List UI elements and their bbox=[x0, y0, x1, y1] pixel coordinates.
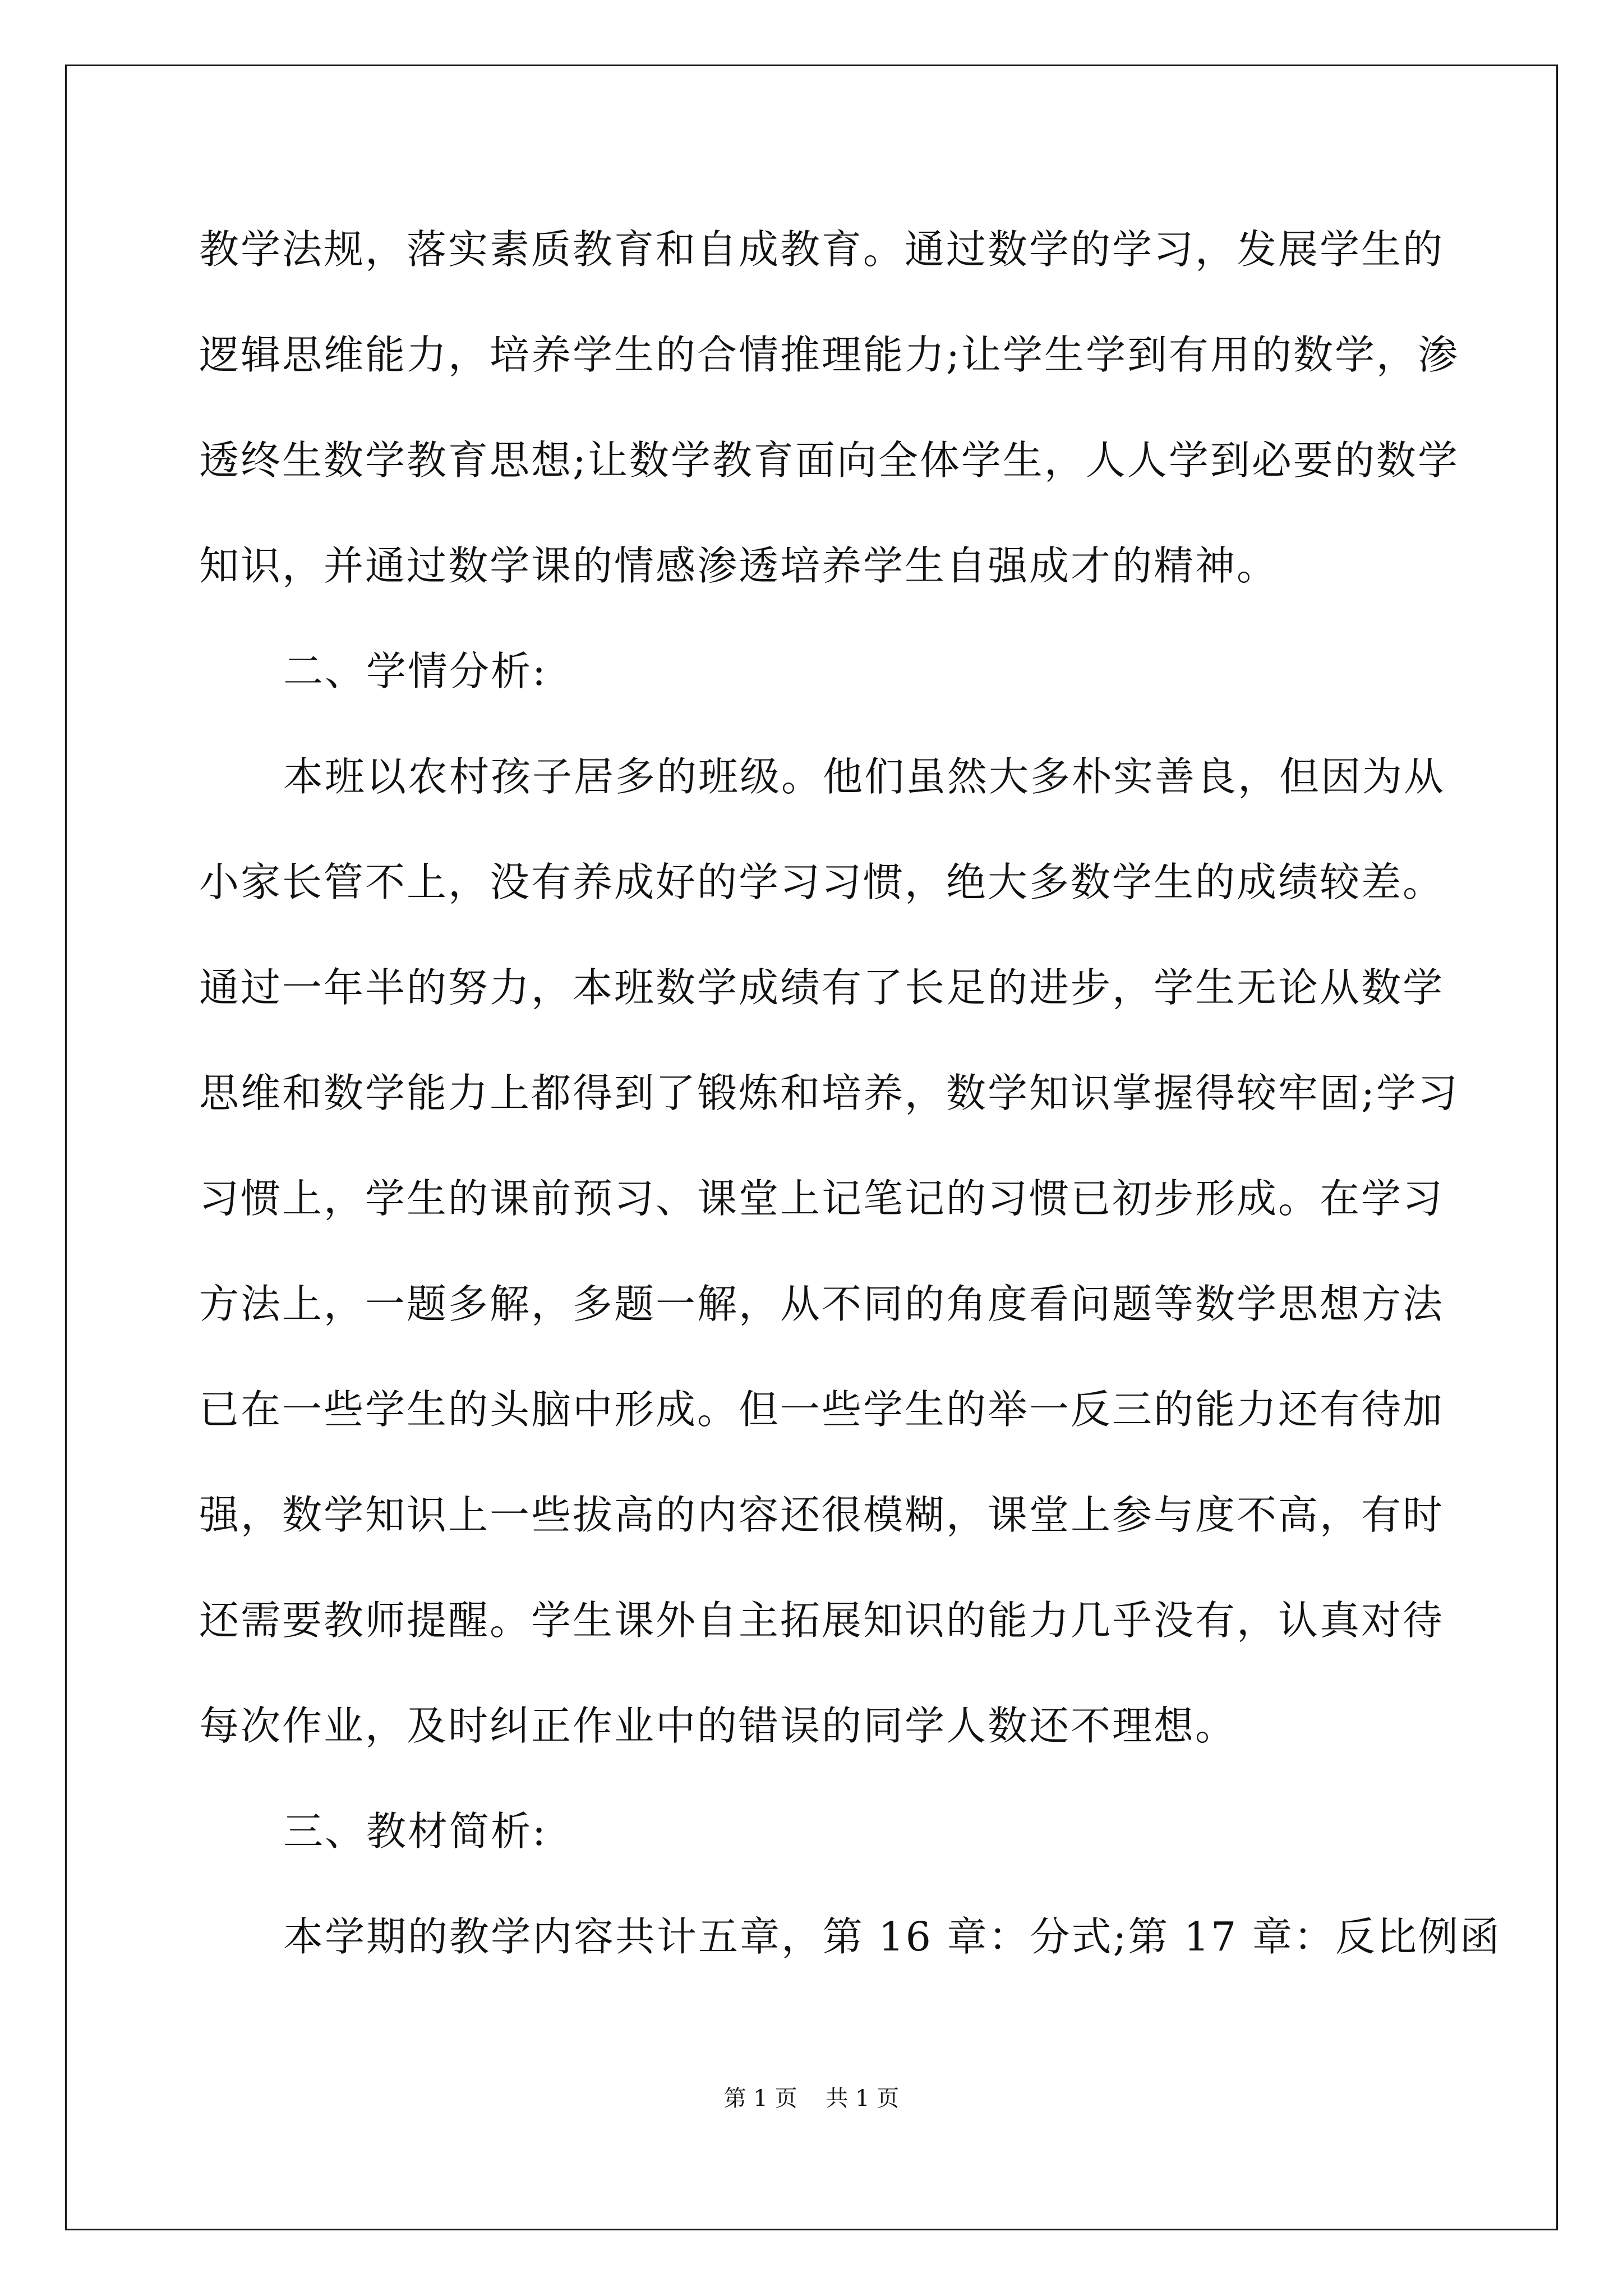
paragraph-line: 小家长管不上，没有养成好的学习习惯，绝大多数学生的成绩较差。 bbox=[199, 859, 1445, 905]
paragraph-line: 每次作业，及时纠正作业中的错误的同学人数还不理想。 bbox=[199, 1703, 1237, 1749]
paragraph-line: 习惯上，学生的课前预习、课堂上记笔记的习惯已初步形成。在学习 bbox=[199, 1175, 1445, 1222]
paragraph-line: 强，数学知识上一些拔高的内容还很模糊，课堂上参与度不高，有时 bbox=[199, 1492, 1445, 1538]
paragraph-line: 逻辑思维能力，培养学生的合情推理能力;让学生学到有用的数学，渗 bbox=[199, 332, 1459, 378]
paragraph-line: 本学期的教学内容共计五章，第 16 章：分式;第 17 章：反比例函 bbox=[283, 1913, 1501, 1960]
paragraph-line: 透终生数学教育思想;让数学教育面向全体学生，人人学到必要的数学 bbox=[199, 437, 1459, 484]
page-number-footer: 第 1 页 共 1 页 bbox=[723, 2086, 900, 2111]
paragraph-line: 本班以农村孩子居多的班级。他们虽然大多朴实善良，但因为从 bbox=[283, 753, 1446, 800]
paragraph-line: 方法上，一题多解，多题一解，从不同的角度看问题等数学思想方法 bbox=[199, 1281, 1445, 1327]
paragraph-line: 还需要教师提醒。学生课外自主拓展知识的能力几乎没有，认真对待 bbox=[199, 1597, 1445, 1644]
paragraph-line: 知识，并通过数学课的情感渗透培养学生自强成才的精神。 bbox=[199, 542, 1279, 589]
paragraph-line: 教学法规，落实素质教育和自成教育。通过数学的学习，发展学生的 bbox=[199, 226, 1445, 273]
paragraph-line: 通过一年半的努力，本班数学成绩有了长足的进步，学生无论从数学 bbox=[199, 964, 1445, 1011]
paragraph-line: 思维和数学能力上都得到了锻炼和培养，数学知识掌握得较牢固;学习 bbox=[199, 1070, 1459, 1116]
section-heading: 二、学情分析: bbox=[283, 648, 547, 694]
section-heading: 三、教材简析: bbox=[283, 1808, 547, 1855]
paragraph-line: 已在一些学生的头脑中形成。但一些学生的举一反三的能力还有待加 bbox=[199, 1386, 1445, 1433]
page-border bbox=[65, 65, 1558, 2230]
